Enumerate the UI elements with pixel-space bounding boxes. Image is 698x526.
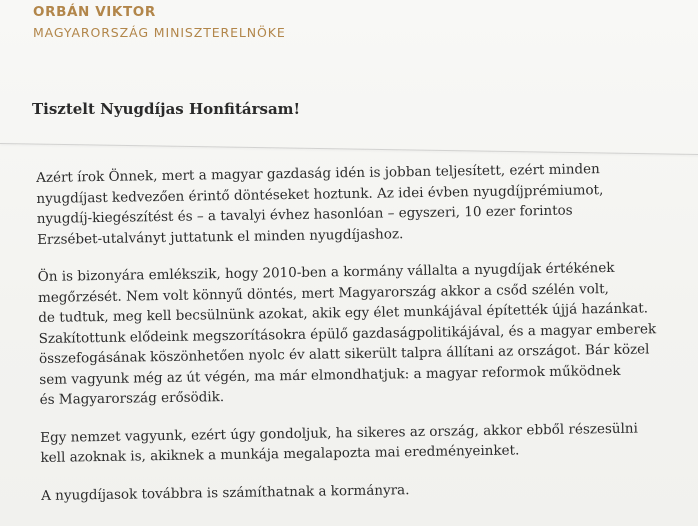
text-line: Egy nemzet vagyunk, ezért úgy gondoljuk, ha sikeres az ország, akkor ebből részesülni	[40, 420, 638, 446]
text-line: sem vagyunk még az út végén, ma már elmondhatjuk: a magyar reformok működnek	[39, 362, 621, 388]
letterhead-title: MAGYARORSZÁG MINISZTERELNÖKE	[33, 25, 286, 40]
letter-body	[36, 158, 698, 523]
text-line: nyugdíjast kedvezően érintő döntéseket hoztunk. Az idei évben nyugdíjprémiumot,	[36, 181, 604, 207]
text-line: Erzsébet-utalványt juttatunk el minden nyugdíjashoz.	[36, 225, 404, 248]
paragraph-2	[38, 257, 698, 411]
text-line: kell azoknak is, akiknek a munkája megalapozta mai eredményeinket.	[40, 442, 520, 466]
text-line: Azért írok Önnek, mert a magyar gazdaság idén is jobban teljesített, ezért minden	[36, 161, 600, 186]
text-line: Szakítottunk elődeink megszorításokra épülő gazdaságpolitikájával, és a magyar emberek	[38, 320, 657, 347]
text-line: A nyugdíjasok továbbra is számíthatnak a kormányra.	[41, 481, 410, 504]
paragraph-3	[40, 417, 698, 468]
text-line: nyugdíj-kiegészítést és – a tavalyi évhez hasonlóan – egyszeri, 10 ezer forintos	[36, 202, 573, 227]
text-line: de tudtuk, meg kell becsülnünk azokat, akik egy élet munkájával építették újjá hazánkat.	[38, 300, 649, 326]
salutation: Tisztelt Nyugdíjas Honfitársam!	[32, 100, 301, 118]
paragraph-4	[41, 475, 698, 506]
text-line: és Magyarország erősödik.	[39, 389, 225, 408]
letterhead	[33, 3, 286, 42]
paper-fold-line	[0, 143, 698, 155]
text-line: összefogásának köszönhetően nyolc év alatt sikerült talpra állítani az országot. Bár közel	[38, 341, 650, 367]
text-line: Ön is bizonyára emlékszik, hogy 2010-ben a kormány vállalta a nyugdíjak értékének	[37, 259, 615, 285]
text-line: megőrzését. Nem volt könnyű döntés, mert Magyarország akkor a csőd szélén volt,	[37, 280, 610, 306]
letterhead-name: ORBÁN VIKTOR	[33, 4, 156, 20]
paragraph-1	[36, 158, 697, 250]
